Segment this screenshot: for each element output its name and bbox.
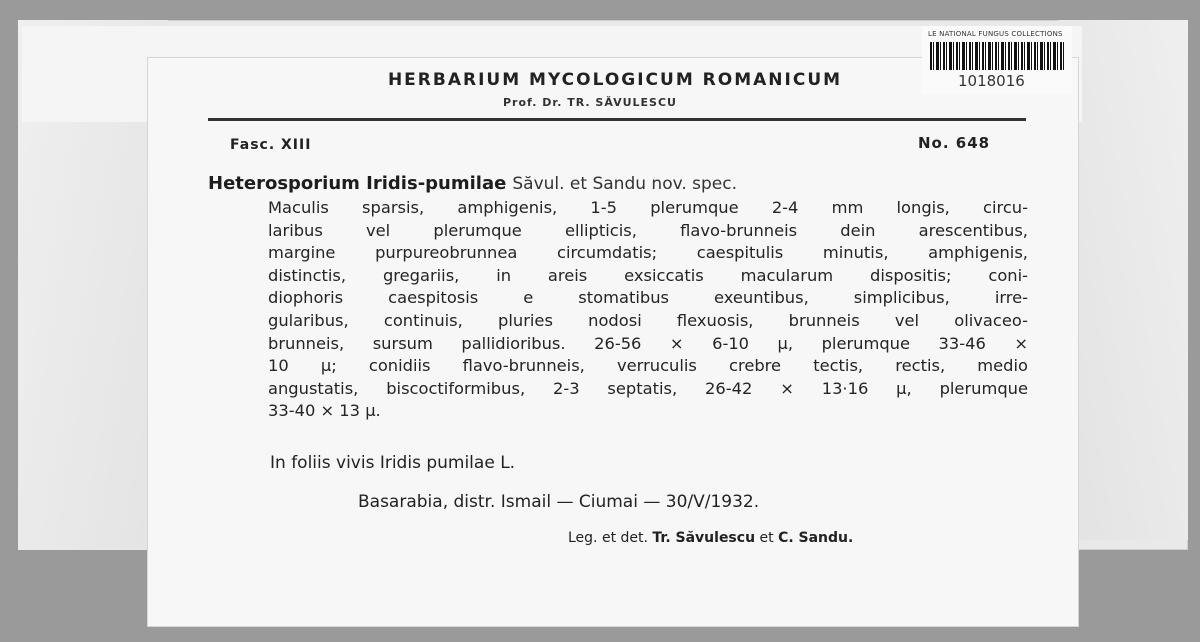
collector-line (568, 530, 853, 546)
description-line: gularibus, continuis, pluries nodosi flexuosis, brunneis vel olivaceo- (268, 310, 1028, 330)
description-line: 33-40 × 13 μ. (268, 401, 381, 421)
description-line: Maculis sparsis, amphigenis, 1-5 plerumque 2-4 mm longis, circu- (268, 198, 1028, 217)
fascicle-label: Fasc. XIII (230, 137, 312, 153)
collector-conjunction: et (759, 530, 774, 546)
description-line: laribus vel plerumque ellipticis, flavo-brunneis dein arescentibus, (268, 220, 1028, 240)
description-line: distinctis, gregariis, in areis exsiccatis macularum dispositis; coni- (268, 265, 1028, 285)
barcode-icon (930, 42, 1064, 70)
description-line: diophoris caespitosis e stomatibus exeuntibus, simplicibus, irre- (268, 288, 1028, 308)
description-line: margine purpureobrunnea circumdatis; caespitulis minutis, amphigenis, (268, 243, 1028, 263)
description-line: angustatis, biscoctiformibus, 2-3 septatis, 26-42 × 13·16 μ, plerumque (268, 378, 1028, 398)
host-line: In foliis vivis Iridis pumilae L. (270, 453, 516, 473)
species-author: Săvul. et Sandu nov. spec. (512, 174, 737, 194)
herbarium-title: HERBARIUM MYCOLOGICUM ROMANICUM (387, 70, 843, 90)
collector-name-2: C. Sandu. (778, 530, 854, 546)
specimen-number: No. 648 (918, 134, 991, 152)
header-rule (208, 118, 1026, 121)
collector-name-1: Tr. Săvulescu (652, 530, 756, 546)
species-name: Heterosporium Iridis-pumilae (208, 173, 507, 194)
description-line: brunneis, sursum pallidioribus. 26-56 × 6-10 μ, plerumque 33-46 × (268, 333, 1028, 353)
description (268, 197, 1028, 423)
description-line: 10 μ; conidiis flavo-brunneis, verruculis crebre tectis, rectis, medio (268, 356, 1028, 376)
species-line (208, 172, 737, 194)
barcode-number: 1018016 (958, 72, 1025, 90)
locality-line: Basarabia, distr. Ismail — Ciumai — 30/V/1932. (358, 492, 760, 512)
herbarium-subtitle: Prof. Dr. TR. SĂVULESCU (502, 96, 677, 109)
barcode-caption: LE NATIONAL FUNGUS COLLECTIONS (928, 30, 1063, 38)
collector-prefix: Leg. et det. (568, 530, 648, 546)
